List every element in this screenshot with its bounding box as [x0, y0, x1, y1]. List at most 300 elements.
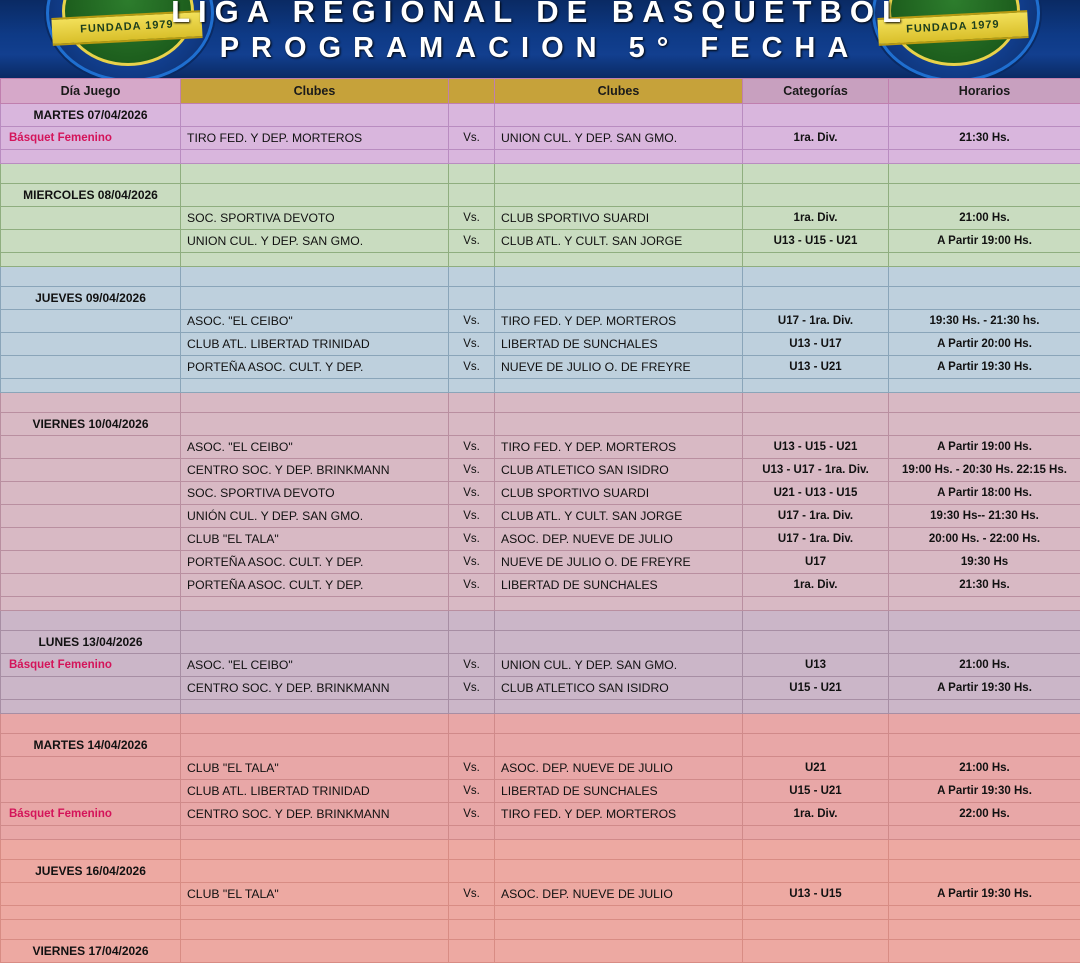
- spacer-cell: [889, 164, 1080, 184]
- spacer-cell: [181, 267, 449, 287]
- home-club-cell: [181, 104, 449, 127]
- spacer-cell: [495, 840, 743, 860]
- spacer-cell: [743, 393, 889, 413]
- time-cell: 21:00 Hs.: [889, 757, 1080, 780]
- day-empty-cell: [1, 551, 181, 574]
- page-title: LIGA REGIONAL DE BASQUETBOL: [0, 0, 1080, 30]
- spacer-cell: [495, 393, 743, 413]
- category-cell: U17 - 1ra. Div.: [743, 505, 889, 528]
- time-cell: 21:30 Hs.: [889, 574, 1080, 597]
- spacer-cell: [449, 393, 495, 413]
- column-header-clubes-local: Clubes: [181, 79, 449, 104]
- spacer-cell: [449, 267, 495, 287]
- day-label: VIERNES 10/04/2026: [1, 413, 181, 436]
- time-cell: A Partir 19:00 Hs.: [889, 436, 1080, 459]
- day-label: MARTES 14/04/2026: [1, 734, 181, 757]
- vs-cell: Vs.: [449, 780, 495, 803]
- spacer-cell: [889, 611, 1080, 631]
- category-cell: 1ra. Div.: [743, 574, 889, 597]
- spacer-cell: [889, 253, 1080, 267]
- home-club-cell: [181, 940, 449, 963]
- spacer-cell: [449, 700, 495, 714]
- away-club-cell: NUEVE DE JULIO O. DE FREYRE: [495, 551, 743, 574]
- category-cell: 1ra. Div.: [743, 127, 889, 150]
- day-label: MIERCOLES 08/04/2026: [1, 184, 181, 207]
- vs-cell: [449, 734, 495, 757]
- spacer-cell: [889, 597, 1080, 611]
- match-row: [1, 482, 1080, 505]
- spacer-cell: [889, 379, 1080, 393]
- day-label: JUEVES 09/04/2026: [1, 287, 181, 310]
- away-club-cell: CLUB SPORTIVO SUARDI: [495, 482, 743, 505]
- spacer-cell: [181, 906, 449, 920]
- away-club-cell: [495, 940, 743, 963]
- home-club-cell: UNION CUL. Y DEP. SAN GMO.: [181, 230, 449, 253]
- spacer-cell: [1, 920, 181, 940]
- time-cell: 19:30 Hs-- 21:30 Hs.: [889, 505, 1080, 528]
- match-row: [1, 356, 1080, 379]
- spacer-cell: [449, 840, 495, 860]
- spacer-cell: [1, 253, 181, 267]
- home-club-cell: PORTEÑA ASOC. CULT. Y DEP.: [181, 356, 449, 379]
- home-club-cell: [181, 631, 449, 654]
- spacer-cell: [743, 906, 889, 920]
- home-club-cell: CENTRO SOC. Y DEP. BRINKMANN: [181, 803, 449, 826]
- spacer-cell: [743, 920, 889, 940]
- away-club-cell: UNION CUL. Y DEP. SAN GMO.: [495, 654, 743, 677]
- spacer-cell: [449, 164, 495, 184]
- category-cell: [743, 860, 889, 883]
- vs-cell: Vs.: [449, 310, 495, 333]
- column-header-clubes-visitante: Clubes: [495, 79, 743, 104]
- home-club-cell: PORTEÑA ASOC. CULT. Y DEP.: [181, 574, 449, 597]
- spacer-cell: [181, 840, 449, 860]
- home-club-cell: CLUB ATL. LIBERTAD TRINIDAD: [181, 780, 449, 803]
- spacer-cell: [495, 906, 743, 920]
- spacer-cell: [181, 379, 449, 393]
- spacer-cell: [449, 379, 495, 393]
- day-empty-cell: [1, 780, 181, 803]
- group-spacer-row: [1, 150, 1080, 164]
- day-header-row: [1, 631, 1080, 654]
- vs-cell: Vs.: [449, 883, 495, 906]
- home-club-cell: SOC. SPORTIVA DEVOTO: [181, 482, 449, 505]
- category-cell: [743, 184, 889, 207]
- time-cell: 21:00 Hs.: [889, 654, 1080, 677]
- vs-cell: [449, 287, 495, 310]
- home-club-cell: CLUB "EL TALA": [181, 528, 449, 551]
- spacer-cell: [1, 611, 181, 631]
- group-spacer-row: [1, 597, 1080, 611]
- vs-cell: Vs.: [449, 459, 495, 482]
- spacer-cell: [181, 700, 449, 714]
- day-empty-cell: [1, 310, 181, 333]
- vs-cell: [449, 940, 495, 963]
- column-header-categorias: Categorías: [743, 79, 889, 104]
- spacer-cell: [1, 826, 181, 840]
- crest-founded-text-left: FUNDADA 1979: [51, 12, 202, 42]
- group-spacer-row: [1, 920, 1080, 940]
- category-cell: U21 - U13 - U15: [743, 482, 889, 505]
- day-header-row: [1, 287, 1080, 310]
- day-empty-cell: [1, 883, 181, 906]
- spacer-cell: [743, 164, 889, 184]
- spacer-cell: [449, 826, 495, 840]
- vs-cell: Vs.: [449, 207, 495, 230]
- femenino-tag: Básquet Femenino: [1, 803, 181, 826]
- category-cell: U17: [743, 551, 889, 574]
- spacer-cell: [449, 906, 495, 920]
- match-row: [1, 127, 1080, 150]
- match-row: [1, 757, 1080, 780]
- time-cell: A Partir 20:00 Hs.: [889, 333, 1080, 356]
- spacer-cell: [181, 826, 449, 840]
- home-club-cell: SOC. SPORTIVA DEVOTO: [181, 207, 449, 230]
- time-cell: [889, 104, 1080, 127]
- group-spacer-row: [1, 379, 1080, 393]
- vs-cell: Vs.: [449, 654, 495, 677]
- match-row: [1, 654, 1080, 677]
- home-club-cell: CLUB "EL TALA": [181, 883, 449, 906]
- spacer-cell: [449, 714, 495, 734]
- spacer-cell: [495, 714, 743, 734]
- vs-cell: Vs.: [449, 677, 495, 700]
- away-club-cell: ASOC. DEP. NUEVE DE JULIO: [495, 883, 743, 906]
- vs-cell: Vs.: [449, 528, 495, 551]
- spacer-cell: [743, 267, 889, 287]
- day-header-row: [1, 940, 1080, 963]
- category-cell: U15 - U21: [743, 677, 889, 700]
- group-spacer-row: [1, 164, 1080, 184]
- day-header-row: [1, 184, 1080, 207]
- away-club-cell: LIBERTAD DE SUNCHALES: [495, 333, 743, 356]
- vs-cell: Vs.: [449, 436, 495, 459]
- spacer-cell: [181, 164, 449, 184]
- away-club-cell: [495, 631, 743, 654]
- group-spacer-row: [1, 840, 1080, 860]
- day-empty-cell: [1, 677, 181, 700]
- day-header-row: [1, 860, 1080, 883]
- category-cell: 1ra. Div.: [743, 803, 889, 826]
- day-empty-cell: [1, 333, 181, 356]
- vs-cell: Vs.: [449, 803, 495, 826]
- day-empty-cell: [1, 482, 181, 505]
- schedule-table: [0, 78, 1080, 963]
- day-empty-cell: [1, 757, 181, 780]
- spacer-cell: [743, 150, 889, 164]
- home-club-cell: ASOC. "EL CEIBO": [181, 436, 449, 459]
- spacer-cell: [495, 150, 743, 164]
- category-cell: [743, 104, 889, 127]
- time-cell: [889, 287, 1080, 310]
- femenino-tag: Básquet Femenino: [1, 654, 181, 677]
- spacer-cell: [449, 150, 495, 164]
- spacer-cell: [495, 611, 743, 631]
- spacer-cell: [889, 826, 1080, 840]
- spacer-cell: [1, 714, 181, 734]
- match-row: [1, 551, 1080, 574]
- column-header-vs: [449, 79, 495, 104]
- away-club-cell: [495, 860, 743, 883]
- spacer-cell: [495, 700, 743, 714]
- group-spacer-row: [1, 267, 1080, 287]
- crest-founded-text-right: FUNDADA 1979: [877, 12, 1028, 42]
- category-cell: U13 - U17: [743, 333, 889, 356]
- day-empty-cell: [1, 459, 181, 482]
- group-spacer-row: [1, 714, 1080, 734]
- day-empty-cell: [1, 207, 181, 230]
- spacer-cell: [181, 714, 449, 734]
- time-cell: A Partir 18:00 Hs.: [889, 482, 1080, 505]
- day-label: MARTES 07/04/2026: [1, 104, 181, 127]
- spacer-cell: [1, 393, 181, 413]
- home-club-cell: TIRO FED. Y DEP. MORTEROS: [181, 127, 449, 150]
- spacer-cell: [889, 906, 1080, 920]
- away-club-cell: [495, 104, 743, 127]
- spacer-cell: [495, 253, 743, 267]
- away-club-cell: TIRO FED. Y DEP. MORTEROS: [495, 436, 743, 459]
- match-row: [1, 883, 1080, 906]
- spacer-cell: [743, 826, 889, 840]
- home-club-cell: [181, 413, 449, 436]
- spacer-cell: [1, 379, 181, 393]
- spacer-cell: [1, 267, 181, 287]
- spacer-cell: [743, 253, 889, 267]
- match-row: [1, 528, 1080, 551]
- spacer-cell: [1, 906, 181, 920]
- category-cell: U13 - U21: [743, 356, 889, 379]
- day-empty-cell: [1, 505, 181, 528]
- category-cell: U13 - U15: [743, 883, 889, 906]
- time-cell: [889, 860, 1080, 883]
- spacer-cell: [889, 150, 1080, 164]
- vs-cell: [449, 860, 495, 883]
- spacer-cell: [449, 253, 495, 267]
- home-club-cell: CLUB "EL TALA": [181, 757, 449, 780]
- spacer-cell: [743, 611, 889, 631]
- column-header-horarios: Horarios: [889, 79, 1080, 104]
- match-row: [1, 780, 1080, 803]
- day-empty-cell: [1, 230, 181, 253]
- match-row: [1, 677, 1080, 700]
- day-empty-cell: [1, 436, 181, 459]
- away-club-cell: LIBERTAD DE SUNCHALES: [495, 574, 743, 597]
- spacer-cell: [181, 920, 449, 940]
- spacer-cell: [495, 379, 743, 393]
- spacer-cell: [449, 597, 495, 611]
- header-banner: [0, 0, 1080, 78]
- match-row: [1, 803, 1080, 826]
- time-cell: 19:00 Hs. - 20:30 Hs. 22:15 Hs.: [889, 459, 1080, 482]
- time-cell: 22:00 Hs.: [889, 803, 1080, 826]
- away-club-cell: ASOC. DEP. NUEVE DE JULIO: [495, 757, 743, 780]
- match-row: [1, 459, 1080, 482]
- spacer-cell: [1, 840, 181, 860]
- category-cell: U15 - U21: [743, 780, 889, 803]
- away-club-cell: NUEVE DE JULIO O. DE FREYRE: [495, 356, 743, 379]
- away-club-cell: CLUB ATL. Y CULT. SAN JORGE: [495, 230, 743, 253]
- vs-cell: Vs.: [449, 551, 495, 574]
- day-label: LUNES 13/04/2026: [1, 631, 181, 654]
- home-club-cell: [181, 184, 449, 207]
- spacer-cell: [889, 267, 1080, 287]
- away-club-cell: UNION CUL. Y DEP. SAN GMO.: [495, 127, 743, 150]
- spacer-cell: [495, 920, 743, 940]
- match-row: [1, 310, 1080, 333]
- home-club-cell: [181, 860, 449, 883]
- spacer-cell: [495, 267, 743, 287]
- home-club-cell: CENTRO SOC. Y DEP. BRINKMANN: [181, 677, 449, 700]
- time-cell: 19:30 Hs. - 21:30 hs.: [889, 310, 1080, 333]
- category-cell: [743, 631, 889, 654]
- group-spacer-row: [1, 906, 1080, 920]
- spacer-cell: [1, 150, 181, 164]
- spacer-cell: [495, 826, 743, 840]
- day-header-row: [1, 104, 1080, 127]
- match-row: [1, 333, 1080, 356]
- day-label: VIERNES 17/04/2026: [1, 940, 181, 963]
- home-club-cell: [181, 287, 449, 310]
- away-club-cell: [495, 413, 743, 436]
- spacer-cell: [495, 597, 743, 611]
- home-club-cell: PORTEÑA ASOC. CULT. Y DEP.: [181, 551, 449, 574]
- time-cell: 21:30 Hs.: [889, 127, 1080, 150]
- category-cell: U13 - U17 - 1ra. Div.: [743, 459, 889, 482]
- category-cell: U13 - U15 - U21: [743, 230, 889, 253]
- match-row: [1, 230, 1080, 253]
- vs-cell: Vs.: [449, 356, 495, 379]
- spacer-cell: [181, 253, 449, 267]
- home-club-cell: ASOC. "EL CEIBO": [181, 310, 449, 333]
- away-club-cell: CLUB ATLETICO SAN ISIDRO: [495, 677, 743, 700]
- away-club-cell: CLUB ATL. Y CULT. SAN JORGE: [495, 505, 743, 528]
- category-cell: 1ra. Div.: [743, 207, 889, 230]
- away-club-cell: [495, 184, 743, 207]
- vs-cell: [449, 631, 495, 654]
- match-row: [1, 207, 1080, 230]
- time-cell: [889, 184, 1080, 207]
- category-cell: [743, 413, 889, 436]
- spacer-cell: [743, 379, 889, 393]
- home-club-cell: UNIÓN CUL. Y DEP. SAN GMO.: [181, 505, 449, 528]
- vs-cell: [449, 413, 495, 436]
- spacer-cell: [743, 840, 889, 860]
- group-spacer-row: [1, 700, 1080, 714]
- time-cell: [889, 734, 1080, 757]
- spacer-cell: [1, 700, 181, 714]
- match-row: [1, 505, 1080, 528]
- away-club-cell: TIRO FED. Y DEP. MORTEROS: [495, 803, 743, 826]
- time-cell: 20:00 Hs. - 22:00 Hs.: [889, 528, 1080, 551]
- time-cell: 19:30 Hs: [889, 551, 1080, 574]
- home-club-cell: CENTRO SOC. Y DEP. BRINKMANN: [181, 459, 449, 482]
- table-header: [1, 79, 1080, 104]
- time-cell: A Partir 19:30 Hs.: [889, 780, 1080, 803]
- time-cell: [889, 413, 1080, 436]
- time-cell: A Partir 19:00 Hs.: [889, 230, 1080, 253]
- vs-cell: Vs.: [449, 333, 495, 356]
- category-cell: U13: [743, 654, 889, 677]
- category-cell: U13 - U15 - U21: [743, 436, 889, 459]
- home-club-cell: [181, 734, 449, 757]
- home-club-cell: CLUB ATL. LIBERTAD TRINIDAD: [181, 333, 449, 356]
- match-row: [1, 436, 1080, 459]
- time-cell: A Partir 19:30 Hs.: [889, 356, 1080, 379]
- away-club-cell: [495, 287, 743, 310]
- table-body: [1, 104, 1080, 963]
- group-spacer-row: [1, 826, 1080, 840]
- femenino-tag: Básquet Femenino: [1, 127, 181, 150]
- away-club-cell: CLUB ATLETICO SAN ISIDRO: [495, 459, 743, 482]
- vs-cell: Vs.: [449, 127, 495, 150]
- spacer-cell: [181, 150, 449, 164]
- day-label: JUEVES 16/04/2026: [1, 860, 181, 883]
- time-cell: A Partir 19:30 Hs.: [889, 677, 1080, 700]
- spacer-cell: [743, 597, 889, 611]
- day-header-row: [1, 413, 1080, 436]
- vs-cell: [449, 184, 495, 207]
- spacer-cell: [181, 597, 449, 611]
- vs-cell: Vs.: [449, 230, 495, 253]
- vs-cell: Vs.: [449, 505, 495, 528]
- vs-cell: Vs.: [449, 574, 495, 597]
- day-empty-cell: [1, 574, 181, 597]
- spacer-cell: [449, 611, 495, 631]
- spacer-cell: [1, 597, 181, 611]
- away-club-cell: [495, 734, 743, 757]
- spacer-cell: [181, 393, 449, 413]
- time-cell: 21:00 Hs.: [889, 207, 1080, 230]
- time-cell: [889, 940, 1080, 963]
- day-header-row: [1, 734, 1080, 757]
- time-cell: A Partir 19:30 Hs.: [889, 883, 1080, 906]
- group-spacer-row: [1, 253, 1080, 267]
- spacer-cell: [889, 700, 1080, 714]
- category-cell: U17 - 1ra. Div.: [743, 528, 889, 551]
- group-spacer-row: [1, 611, 1080, 631]
- spacer-cell: [889, 714, 1080, 734]
- group-spacer-row: [1, 393, 1080, 413]
- spacer-cell: [495, 164, 743, 184]
- vs-cell: [449, 104, 495, 127]
- category-cell: [743, 940, 889, 963]
- vs-cell: Vs.: [449, 482, 495, 505]
- away-club-cell: CLUB SPORTIVO SUARDI: [495, 207, 743, 230]
- spacer-cell: [889, 840, 1080, 860]
- away-club-cell: TIRO FED. Y DEP. MORTEROS: [495, 310, 743, 333]
- column-header-dia-juego: Día Juego: [1, 79, 181, 104]
- spacer-cell: [889, 920, 1080, 940]
- spacer-cell: [1, 164, 181, 184]
- spacer-cell: [449, 920, 495, 940]
- day-empty-cell: [1, 528, 181, 551]
- category-cell: U21: [743, 757, 889, 780]
- away-club-cell: LIBERTAD DE SUNCHALES: [495, 780, 743, 803]
- category-cell: [743, 734, 889, 757]
- time-cell: [889, 631, 1080, 654]
- vs-cell: Vs.: [449, 757, 495, 780]
- away-club-cell: ASOC. DEP. NUEVE DE JULIO: [495, 528, 743, 551]
- spacer-cell: [743, 714, 889, 734]
- match-row: [1, 574, 1080, 597]
- spacer-cell: [889, 393, 1080, 413]
- page-subtitle: PROGRAMACION 5° FECHA: [0, 32, 1080, 65]
- day-empty-cell: [1, 356, 181, 379]
- category-cell: [743, 287, 889, 310]
- category-cell: U17 - 1ra. Div.: [743, 310, 889, 333]
- home-club-cell: ASOC. "EL CEIBO": [181, 654, 449, 677]
- spacer-cell: [181, 611, 449, 631]
